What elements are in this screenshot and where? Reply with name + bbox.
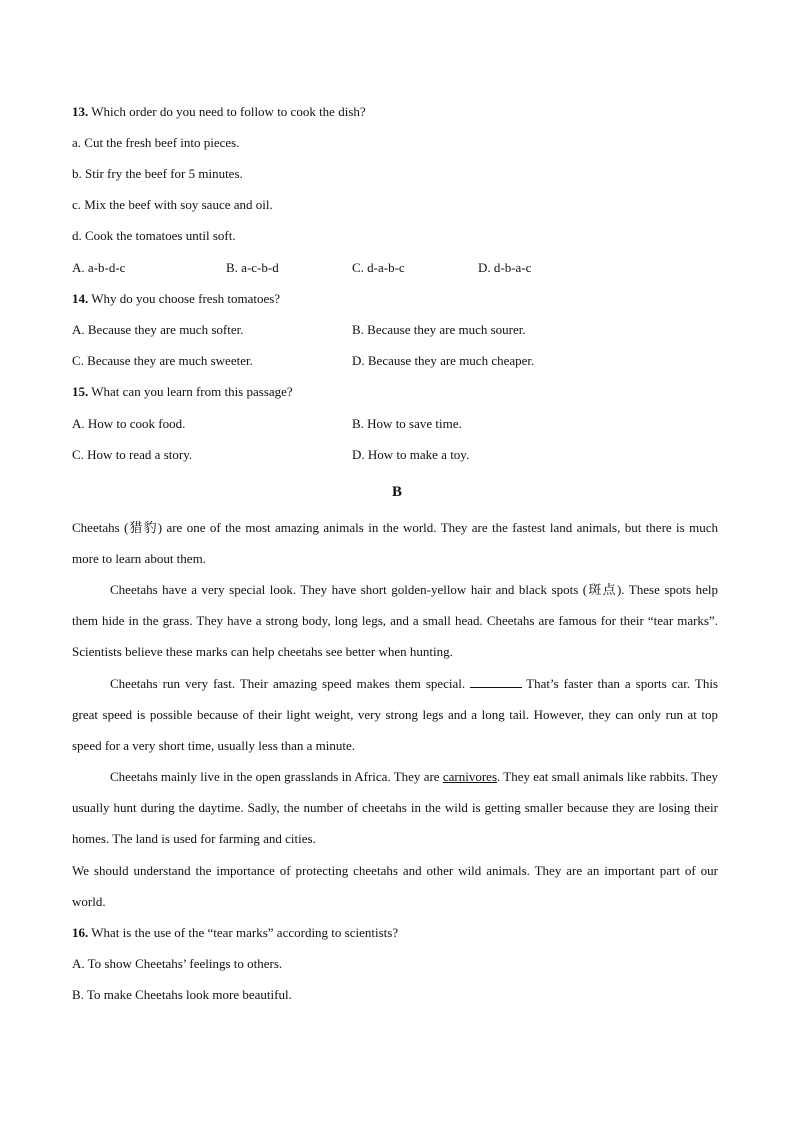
- passage-paragraph-5: We should understand the importance of protecting cheetahs and other wild animals. They are an important part of our world.: [72, 863, 718, 909]
- q13-step-a: a. Cut the fresh beef into pieces.: [72, 135, 240, 150]
- q14-option-c[interactable]: C. Because they are much sweeter.: [72, 353, 253, 368]
- q13-option-a[interactable]: A. a-b-d-c: [72, 260, 126, 275]
- section-heading: B: [391, 484, 402, 500]
- question-16-number: 16.: [72, 925, 89, 940]
- q16-option-a[interactable]: A. To show Cheetahs’ feelings to others.: [72, 956, 283, 971]
- q13-option-d[interactable]: D. d-b-a-c: [478, 260, 532, 275]
- question-16-text: What is the use of the “tear marks” according to scientists?: [88, 925, 399, 940]
- question-13-text: Which order do you need to follow to cook the dish?: [88, 104, 366, 119]
- q13-step-c: c. Mix the beef with soy sauce and oil.: [72, 197, 273, 212]
- q15-option-b[interactable]: B. How to save time.: [352, 416, 462, 431]
- q14-option-b[interactable]: B. Because they are much sourer.: [352, 322, 526, 337]
- question-15-stem: [72, 384, 293, 400]
- underlined-word: carnivores: [442, 769, 497, 784]
- q13-step-b: b. Stir fry the beef for 5 minutes.: [72, 166, 243, 181]
- paragraph-3-text-end: That’s faster than a sports car. This great speed is possible because of their light weight, very strong legs and a long tail. However, they can only run at top speed for a very short time, usually less than a minute.: [72, 676, 719, 753]
- question-16-stem: [72, 925, 398, 941]
- question-13-number: 13.: [72, 104, 89, 119]
- question-14-number: 14.: [72, 291, 89, 306]
- q15-option-d[interactable]: D. How to make a toy.: [352, 447, 470, 462]
- question-13-stem: [72, 104, 366, 120]
- q14-option-a[interactable]: A. Because they are much softer.: [72, 322, 244, 337]
- answer-blank[interactable]: [470, 675, 522, 688]
- q13-step-d: d. Cook the tomatoes until soft.: [72, 228, 236, 243]
- paragraph-3-text-start: Cheetahs run very fast. Their amazing speed makes them special.: [110, 676, 471, 691]
- question-14-text: Why do you choose fresh tomatoes?: [88, 291, 281, 306]
- question-15-number: 15.: [72, 384, 89, 399]
- paragraph-4-text-start: Cheetahs mainly live in the open grasslands in Africa. They are: [110, 769, 443, 784]
- paragraph-4-text-end: . They eat small animals like rabbits. They usually hunt during the daytime. Sadly, the number of cheetahs in the wild is getting smaller because they are losing their homes. The land is used for farming and cities.: [72, 769, 718, 846]
- q13-option-b[interactable]: B. a-c-b-d: [226, 260, 279, 275]
- q13-option-c[interactable]: C. d-a-b-c: [352, 260, 405, 275]
- q16-option-b[interactable]: B. To make Cheetahs look more beautiful.: [72, 987, 292, 1002]
- passage-paragraph-3: [72, 668, 718, 761]
- passage-paragraph-4: [72, 761, 718, 854]
- q14-option-d[interactable]: D. Because they are much cheaper.: [352, 353, 535, 368]
- passage-paragraph-1: Cheetahs (猎豹) are one of the most amazing animals in the world. They are the fastest land animals, but there is much more to learn about them.: [72, 520, 718, 566]
- q15-option-c[interactable]: C. How to read a story.: [72, 447, 193, 462]
- question-15-text: What can you learn from this passage?: [88, 384, 293, 399]
- q15-option-a[interactable]: A. How to cook food.: [72, 416, 186, 431]
- question-14-stem: [72, 291, 280, 307]
- passage-paragraph-2: Cheetahs have a very special look. They have short golden-yellow hair and black spots (斑点). These spots help them hide in the grass. They have a strong body, long legs, and a small head. Cheetahs are famous for their “tear marks”. Scientists believe these marks can help cheetahs see better when hunting.: [72, 582, 719, 659]
